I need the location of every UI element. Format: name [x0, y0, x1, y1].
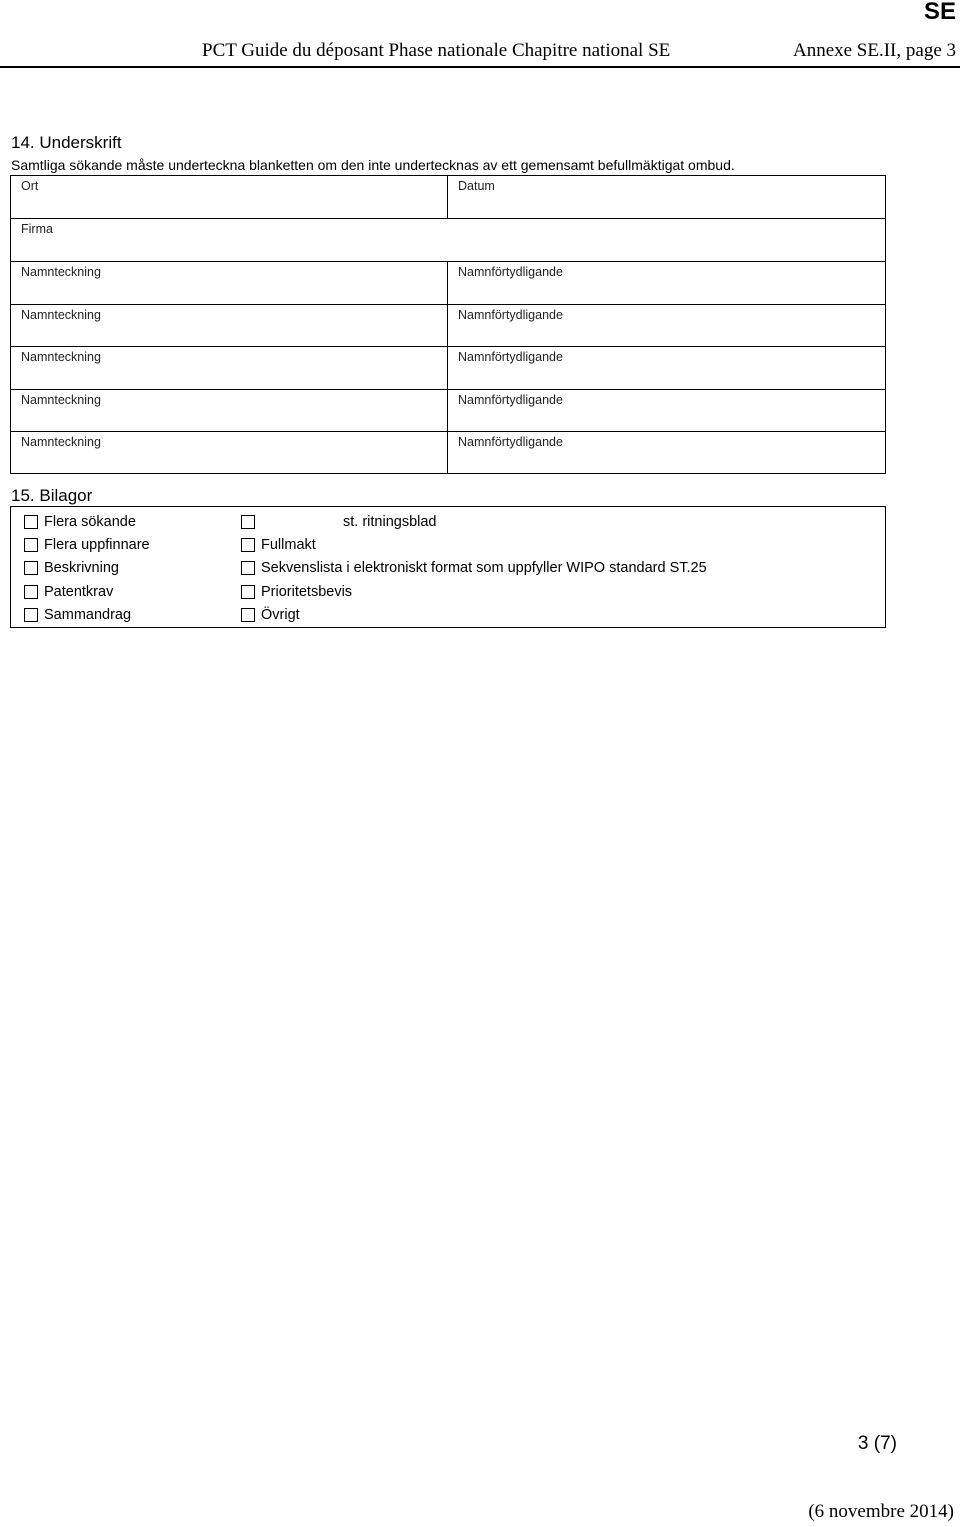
signature-field[interactable]	[11, 390, 448, 431]
checkbox-label: Fullmakt	[261, 537, 316, 553]
signature-table	[10, 175, 886, 474]
checkbox-label: Patentkrav	[44, 584, 114, 600]
name-clarification-label: Namnförtydligande	[458, 308, 563, 322]
country-code: SE	[923, 0, 956, 25]
attachments-box	[10, 506, 886, 628]
company-label: Firma	[21, 222, 53, 236]
checkbox-label: Sammandrag	[44, 607, 132, 623]
checkbox-square[interactable]	[24, 538, 38, 552]
attachment-checkbox-fullmakt[interactable]	[241, 535, 316, 555]
section-15-title: 15. Bilagor	[11, 486, 93, 505]
checkbox-square[interactable]	[241, 561, 255, 575]
name-clarification-label: Namnförtydligande	[458, 265, 563, 279]
company-field[interactable]	[11, 219, 885, 261]
attachment-checkbox-beskrivning[interactable]	[24, 558, 119, 578]
checkbox-square[interactable]	[24, 515, 38, 529]
date-label: Datum	[458, 179, 495, 193]
attachment-checkbox-ritningsblad[interactable]	[241, 512, 437, 532]
place-label: Ort	[21, 179, 39, 193]
place-date-row	[11, 176, 885, 218]
header-title: PCT Guide du déposant Phase nationale Chapitre national SE	[202, 40, 671, 61]
signature-label: Namnteckning	[21, 393, 101, 407]
signature-label: Namnteckning	[21, 308, 101, 322]
checkbox-square[interactable]	[241, 585, 255, 599]
header-annex: Annexe SE.II, page 3	[792, 40, 956, 61]
name-clarification-field[interactable]	[448, 432, 885, 473]
name-clarification-field[interactable]	[448, 305, 885, 346]
checkbox-square[interactable]	[24, 585, 38, 599]
checkbox-label: Beskrivning	[44, 560, 119, 576]
name-clarification-field[interactable]	[448, 390, 885, 431]
place-field[interactable]	[11, 176, 448, 218]
checkbox-label: Övrigt	[261, 607, 300, 623]
attachment-checkbox-flera-uppfinnare[interactable]	[24, 535, 150, 555]
page-number: 3 (7)	[857, 1433, 897, 1454]
signature-label: Namnteckning	[21, 435, 101, 449]
signature-field[interactable]	[11, 347, 448, 389]
attachment-checkbox-flera-sokande[interactable]	[24, 512, 136, 532]
checkbox-label: Prioritetsbevis	[261, 584, 353, 600]
attachment-checkbox-sammandrag[interactable]	[24, 605, 131, 625]
checkbox-label: Flera uppfinnare	[44, 537, 150, 553]
company-row	[11, 218, 885, 261]
checkbox-square[interactable]	[241, 538, 255, 552]
checkbox-square[interactable]	[241, 608, 255, 622]
attachment-checkbox-sekvenslista[interactable]	[241, 558, 707, 578]
attachment-checkbox-prioritetsbevis[interactable]	[241, 582, 352, 602]
page-header	[0, 40, 960, 68]
checkbox-square[interactable]	[241, 515, 255, 529]
signature-field[interactable]	[11, 305, 448, 346]
attachment-checkbox-ovrigt[interactable]	[241, 605, 300, 625]
document-date: (6 novembre 2014)	[808, 1501, 954, 1522]
signature-row	[11, 346, 885, 389]
name-clarification-label: Namnförtydligande	[458, 350, 563, 364]
name-clarification-field[interactable]	[448, 262, 885, 304]
signature-row	[11, 304, 885, 346]
date-field[interactable]	[448, 176, 885, 218]
signature-row	[11, 261, 885, 304]
signature-row	[11, 431, 885, 473]
name-clarification-label: Namnförtydligande	[458, 393, 563, 407]
checkbox-square[interactable]	[24, 608, 38, 622]
signature-field[interactable]	[11, 262, 448, 304]
section-14-title: 14. Underskrift	[11, 133, 122, 152]
signature-label: Namnteckning	[21, 265, 101, 279]
checkbox-square[interactable]	[24, 561, 38, 575]
signature-field[interactable]	[11, 432, 448, 473]
name-clarification-label: Namnförtydligande	[458, 435, 563, 449]
signature-label: Namnteckning	[21, 350, 101, 364]
name-clarification-field[interactable]	[448, 347, 885, 389]
checkbox-label: st. ritningsblad	[343, 514, 437, 530]
signature-instruction: Samtliga sökande måste underteckna blanketten om den inte undertecknas av ett gemensamt befullmäktigat ombud.	[11, 157, 735, 173]
checkbox-label: Sekvenslista i elektroniskt format som uppfyller WIPO standard ST.25	[261, 560, 707, 576]
attachment-checkbox-patentkrav[interactable]	[24, 582, 113, 602]
signature-row	[11, 389, 885, 431]
checkbox-label: Flera sökande	[44, 514, 136, 530]
